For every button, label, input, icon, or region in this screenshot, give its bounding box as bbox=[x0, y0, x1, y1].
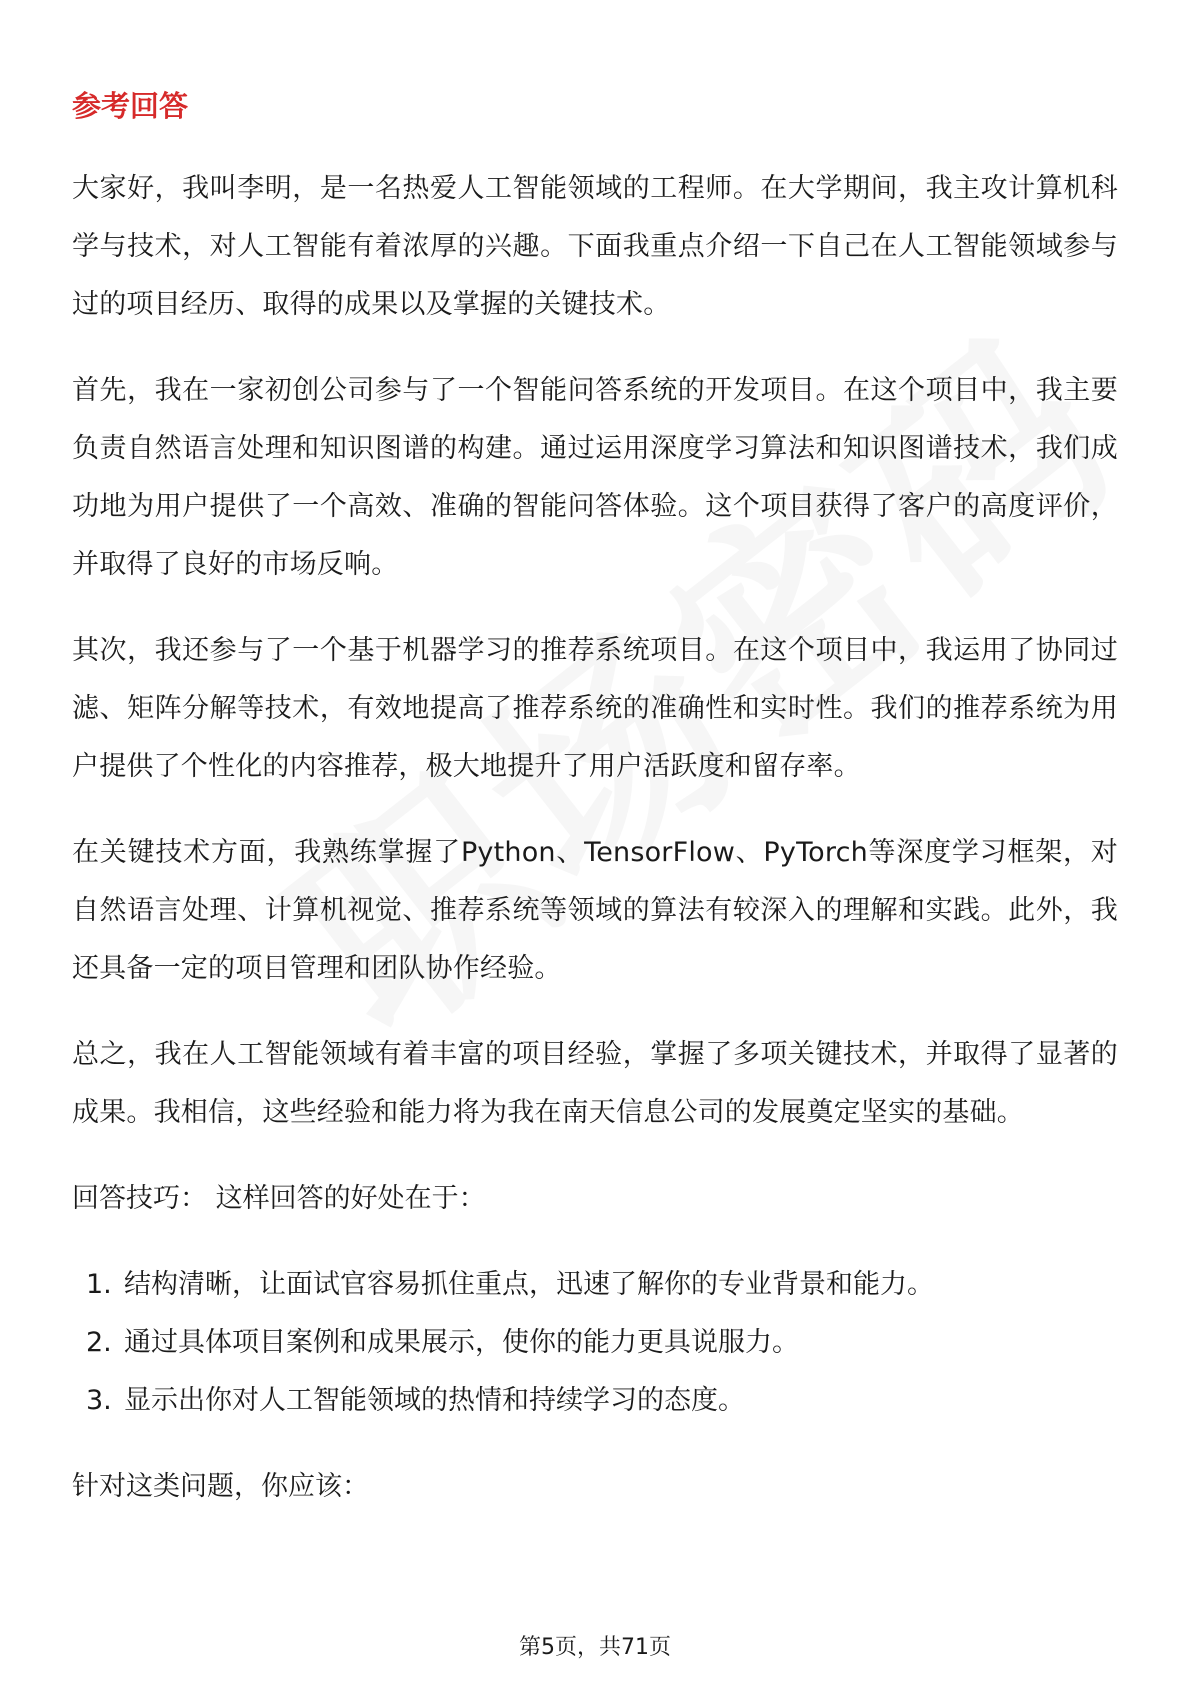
paragraph-project-recommend: 其次，我还参与了一个基于机器学习的推荐系统项目。在这个项目中，我运用了协同过滤、矩阵分解等技术，有效地提高了推荐系统的准确性和实时性。我们的推荐系统为用户提供了个性化的内容推荐，极大地提升了用户活跃度和留存率。 bbox=[72, 635, 1118, 782]
document-body bbox=[72, 78, 1118, 1516]
paragraph-intro: 大家好，我叫李明，是一名热爱人工智能领域的工程师。在大学期间，我主攻计算机科学与技术，对人工智能有着浓厚的兴趣。下面我重点介绍一下自己在人工智能领域参与过的项目经历、取得的成果以及掌握的关键技术。 bbox=[72, 173, 1118, 320]
list-item-text: 结构清晰，让面试官容易抓住重点，迅速了解你的专业背景和能力。 bbox=[124, 1269, 934, 1300]
list-item bbox=[72, 1314, 1118, 1372]
list-item-text: 显示出你对人工智能领域的热情和持续学习的态度。 bbox=[124, 1385, 745, 1416]
paragraph-key-tech: 在关键技术方面，我熟练掌握了Python、TensorFlow、PyTorch等深度学习框架，对自然语言处理、计算机视觉、推荐系统等领域的算法有较深入的理解和实践。此外，我还具备一定的项目管理和团队协作经验。 bbox=[72, 837, 1118, 984]
tips-intro: 回答技巧： 这样回答的好处在于： bbox=[72, 1183, 486, 1214]
paragraph-project-qa: 首先，我在一家初创公司参与了一个智能问答系统的开发项目。在这个项目中，我主要负责自然语言处理和知识图谱的构建。通过运用深度学习算法和知识图谱技术，我们成功地为用户提供了一个高效、准确的智能问答体验。这个项目获得了客户的高度评价，并取得了良好的市场反响。 bbox=[72, 375, 1118, 580]
list-item-text: 通过具体项目案例和成果展示，使你的能力更具说服力。 bbox=[124, 1327, 799, 1358]
list-item bbox=[72, 1256, 1118, 1314]
page-indicator: 第5页，共71页 bbox=[519, 1635, 671, 1660]
list-item-number: 2. bbox=[86, 1327, 112, 1358]
list-item bbox=[72, 1372, 1118, 1430]
tips-list bbox=[72, 1256, 1118, 1430]
list-item-number: 3. bbox=[86, 1385, 112, 1416]
list-item-number: 1. bbox=[86, 1269, 112, 1300]
closing-prompt: 针对这类问题，你应该： bbox=[72, 1471, 369, 1502]
paragraph-summary: 总之，我在人工智能领域有着丰富的项目经验，掌握了多项关键技术，并取得了显著的成果。我相信，这些经验和能力将为我在南天信息公司的发展奠定坚实的基础。 bbox=[72, 1039, 1118, 1128]
section-heading: 参考回答 bbox=[72, 89, 189, 123]
